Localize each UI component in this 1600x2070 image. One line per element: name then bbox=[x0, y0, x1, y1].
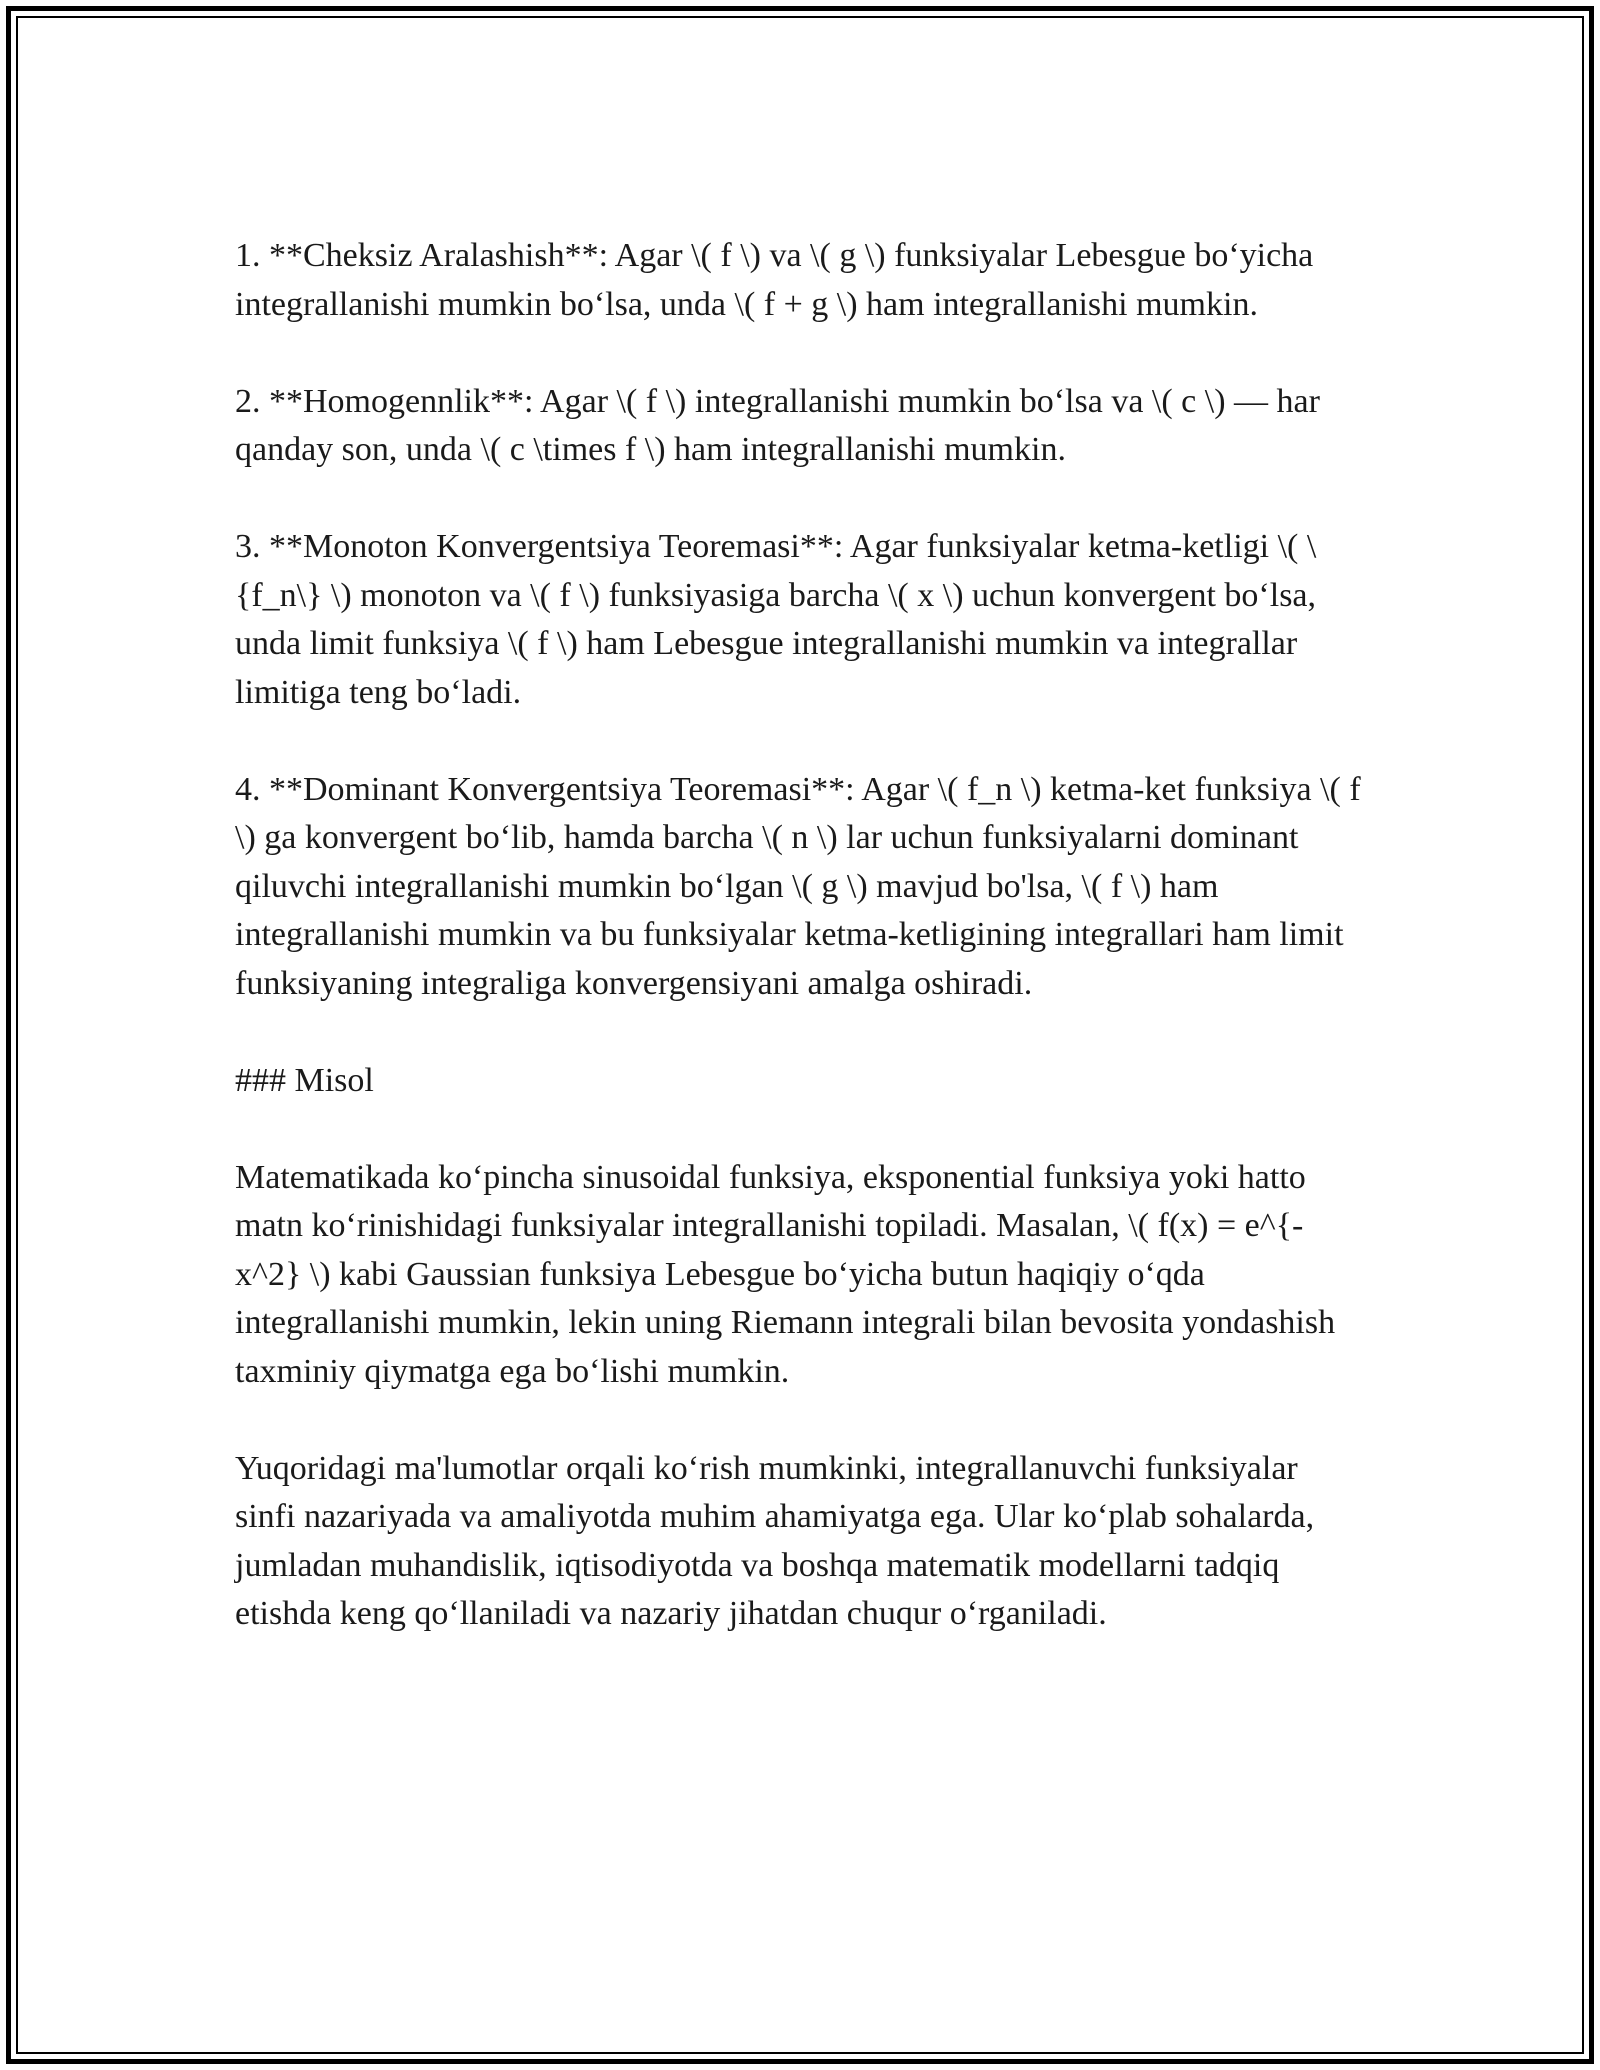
list-item-homogennlik: 2. **Homogennlik**: Agar \( f \) integrallanishi mumkin bo‘lsa va \( c \) — har qanday son, unda \( c \times f \) ham integrallanishi mumkin. bbox=[235, 382, 1320, 468]
list-item-dominant-konvergentsiya: 4. **Dominant Konvergentsiya Teoremasi**: Agar \( f_n \) ketma-ket funksiya \( f \) ga konvergent bo‘lib, hamda barcha \( n \) lar uchun funksiyalarni dominant qiluvchi integrallanishi mumkin bo‘lgan \( g \) mavjud bo'lsa, \( f \) ham integrallanishi mumkin va bu funksiyalar ketma-ketligining integrallari ham limit funksiyaning integraliga konvergensiyani amalga oshiradi. bbox=[235, 770, 1361, 1002]
document-body bbox=[235, 232, 1365, 1639]
paragraph-conclusion: Yuqoridagi ma'lumotlar orqali ko‘rish mumkinki, integrallanuvchi funksiyalar sinfi nazariyada va amaliyotda muhim ahamiyatga ega. Ular ko‘plab sohalarda, jumladan muhandislik, iqtisodiyotda va boshqa matematik modellarni tadqiq etishda keng qo‘llaniladi va nazariy jihatdan chuqur o‘rganiladi. bbox=[235, 1449, 1315, 1632]
section-heading-misol: ### Misol bbox=[235, 1061, 374, 1099]
list-item-monoton-konvergentsiya: 3. **Monoton Konvergentsiya Teoremasi**: Agar funksiyalar ketma-ketligi \( \{f_n\} \) monoton va \( f \) funksiyasiga barcha \( x \) uchun konvergent bo‘lsa, unda limit funksiya \( f \) ham Lebesgue integrallanishi mumkin va integrallar limitiga teng bo‘ladi. bbox=[235, 528, 1317, 711]
paragraph-example: Matematikada ko‘pincha sinusoidal funksiya, eksponential funksiya yoki hatto matn ko‘rinishidagi funksiyalar integrallanishi topiladi. Masalan, \( f(x) = e^{-x^2} \) kabi Gaussian funksiya Lebesgue bo‘yicha butun haqiqiy o‘qda integrallanishi mumkin, lekin uning Riemann integrali bilan bevosita yondashish taxminiy qiymatga ega bo‘lishi mumkin. bbox=[235, 1158, 1336, 1390]
list-item-cheksiz-aralashish: 1. **Cheksiz Aralashish**: Agar \( f \) va \( g \) funksiyalar Lebesgue bo‘yicha integrallanishi mumkin bo‘lsa, unda \( f + g \) ham integrallanishi mumkin. bbox=[235, 237, 1314, 323]
